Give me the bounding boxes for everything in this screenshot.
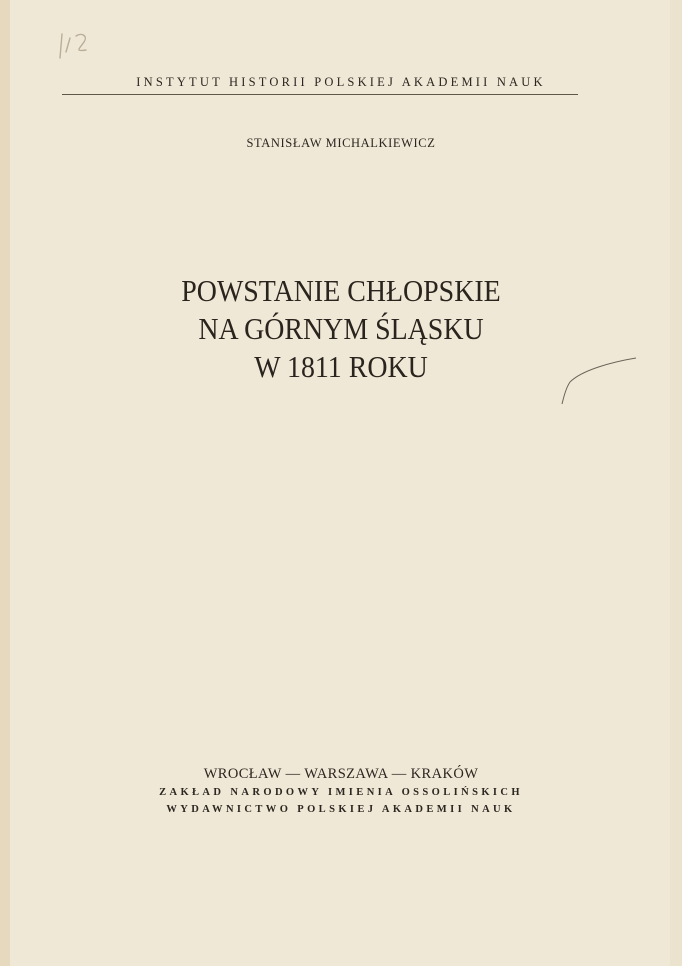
- publisher-imprint: [0, 764, 682, 818]
- author-name: STANISŁAW MICHALKIEWICZ: [246, 136, 436, 150]
- imprint-cities: WROCŁAW — WARSZAWA — KRAKÓW: [203, 766, 479, 782]
- header-divider: [62, 94, 578, 95]
- pencil-mark-icon: [56, 28, 114, 62]
- institute-heading: INSTYTUT HISTORII POLSKIEJ AKADEMII NAUK: [136, 75, 546, 89]
- publisher-line: ZAKŁAD NARODOWY IMIENIA OSSOLIŃSKICH: [159, 787, 523, 798]
- title-line: NA GÓRNYM ŚLĄSKU: [198, 311, 484, 346]
- title-line: POWSTANIE CHŁOPSKIE: [181, 273, 501, 308]
- pencil-stroke-icon: [552, 354, 642, 410]
- publisher-line: WYDAWNICTWO POLSKIEJ AKADEMII NAUK: [166, 804, 516, 815]
- title-line: W 1811 ROKU: [254, 349, 428, 384]
